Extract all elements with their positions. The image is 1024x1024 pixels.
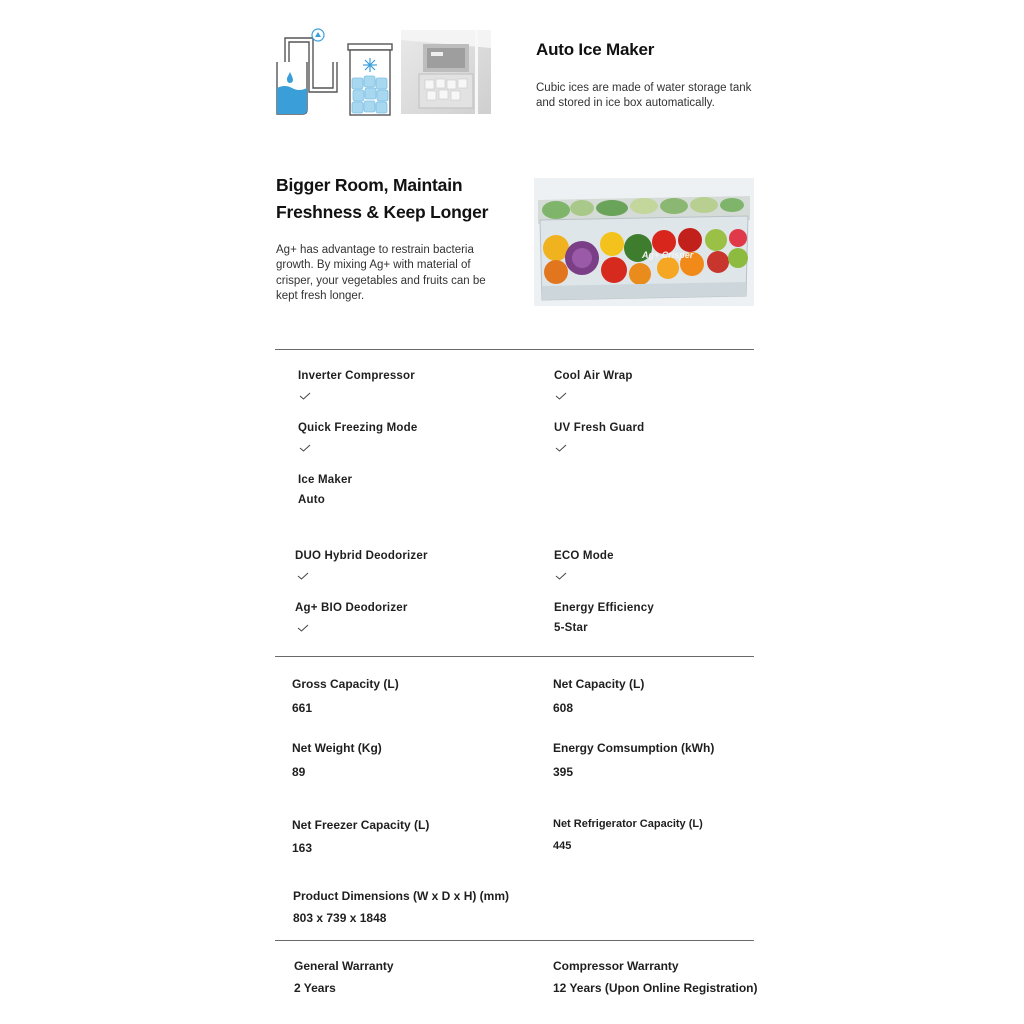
feature-energy-efficiency-label: Energy Efficiency [554,602,654,614]
check-icon [299,444,311,452]
feature-ice-maker-label: Ice Maker [298,474,353,486]
spec-gross-capacity-label: Gross Capacity (L) [292,677,399,691]
bigger-room-title-line2: Freshness & Keep Longer [276,202,489,222]
feature-energy-efficiency-value: 5-Star [554,622,588,634]
feature-eco-mode-label: ECO Mode [554,550,614,562]
spec-net-weight-value: 89 [292,765,306,779]
crisper-label: Ag+ Crisper [642,250,694,260]
spec-energy-consumption-label: Energy Comsumption (kWh) [553,741,715,755]
spec-freezer-capacity-label: Net Freezer Capacity (L) [292,818,430,832]
spec-net-capacity-label: Net Capacity (L) [553,677,645,691]
warranty-general-label: General Warranty [294,959,394,973]
check-icon [297,624,309,632]
check-icon [555,572,567,580]
spec-dimensions-value: 803 x 739 x 1848 [293,911,387,925]
feature-duo-hybrid-label: DUO Hybrid Deodorizer [295,550,428,562]
feature-quick-freezing-label: Quick Freezing Mode [298,422,418,434]
warranty-compressor-value: 12 Years (Upon Online Registration) [553,981,758,995]
bigger-room-description: Ag+ has advantage to restrain bacteria growth. By mixing Ag+ with material of crisper, your vegetables and fruits can be kept fresh longer. [276,244,486,302]
feature-inverter-compressor-label: Inverter Compressor [298,370,415,382]
ice-maker-illustration [275,26,400,118]
spec-net-weight-label: Net Weight (Kg) [292,741,382,755]
spec-gross-capacity-value: 661 [292,701,313,715]
warranty-general-value: 2 Years [294,981,336,995]
spec-refrigerator-capacity-value: 445 [553,840,572,852]
check-icon [555,392,567,400]
spec-net-capacity-value: 608 [553,701,574,715]
spec-energy-consumption-value: 395 [553,765,574,779]
check-icon [299,392,311,400]
spec-refrigerator-capacity-label: Net Refrigerator Capacity (L) [553,818,703,830]
auto-ice-maker-description: Cubic ices are made of water storage tank and stored in ice box automatically. [536,82,752,109]
bigger-room-title-line1: Bigger Room, Maintain [276,175,463,195]
feature-cool-air-wrap-label: Cool Air Wrap [554,370,633,382]
ice-maker-photo [401,30,491,114]
check-icon [555,444,567,452]
feature-uv-fresh-guard-label: UV Fresh Guard [554,422,645,434]
divider-features-top [275,349,754,350]
bigger-room-title [276,172,516,226]
divider-warranty-top [275,940,754,941]
feature-ice-maker-value: Auto [298,494,325,506]
warranty-compressor-label: Compressor Warranty [553,959,679,973]
spec-dimensions-label: Product Dimensions (W x D x H) (mm) [293,889,510,903]
feature-ag-bio-label: Ag+ BIO Deodorizer [295,602,408,614]
divider-specs-top [275,656,754,657]
auto-ice-maker-title: Auto Ice Maker [536,40,655,59]
spec-freezer-capacity-value: 163 [292,841,313,855]
crisper-drawer-photo [534,178,754,306]
check-icon [297,572,309,580]
